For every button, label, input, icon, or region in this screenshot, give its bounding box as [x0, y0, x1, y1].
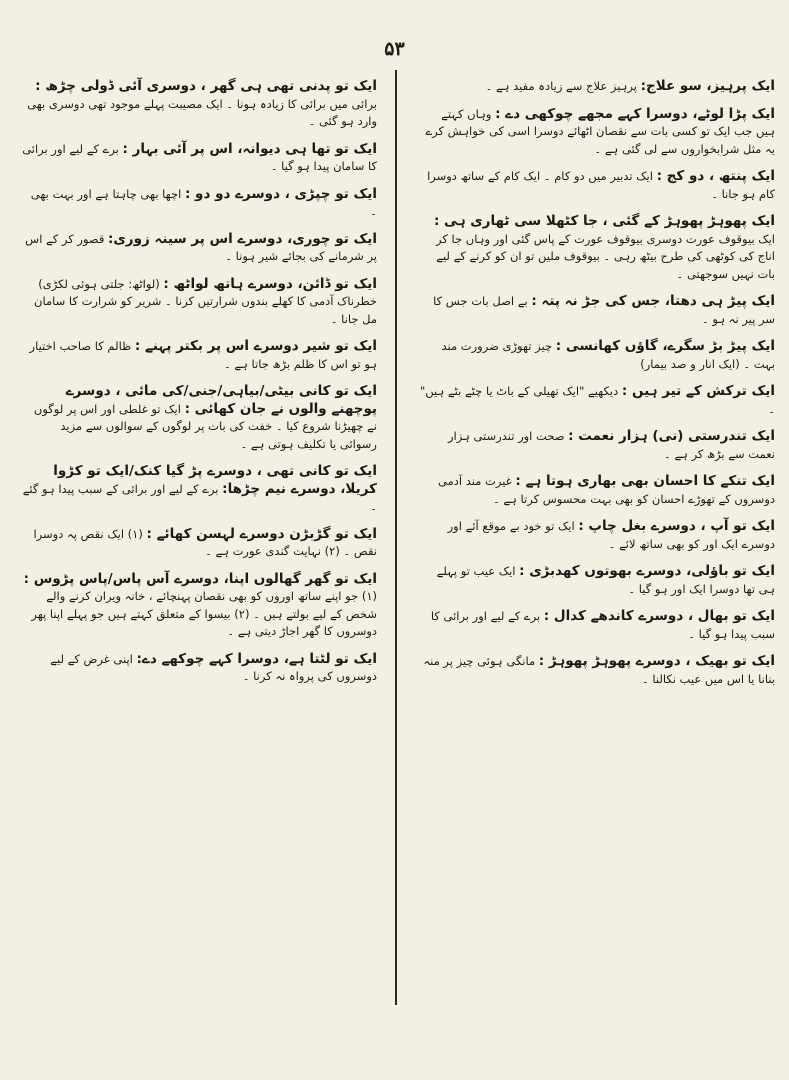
entry-definition: ظالم کا صاحب اختیار ہو تو اس کا ظلم بڑھ جاتا ہے ۔	[29, 339, 377, 371]
entry	[420, 338, 775, 373]
entry-term: ایک پرہیز، سو علاج:	[640, 78, 775, 94]
entry-definition: اپنی غرض کے لیے دوسروں کی پرواہ نہ کرنا ۔	[50, 651, 377, 683]
entry-term: ایک تو کانی بیٹی/بیاہی/جنی/کی مائی ، دوسرے پوچھنے والوں نے جان کھائی :	[65, 383, 377, 417]
entry-term: ایک پڑا لوٹے، دوسرا کہے مجھے چوکھی دے :	[495, 105, 775, 122]
entry	[22, 651, 377, 686]
entry	[420, 563, 775, 598]
entry-definition: وہاں کہتے ہیں جب ایک تو کسی بات سے نقصان اٹھائے دوسرا اسی کی خواہش کرے یہ مثل شرابخواروں سے لی گئی ہے ۔	[425, 106, 775, 156]
entry	[420, 213, 775, 283]
entry-definition: ایک تو خود بے موقع آئے اور دوسرے ایک اور کو بھی ساتھ لائے ۔	[447, 519, 775, 551]
entry-term: ایک تندرستی (نی) ہزار نعمت :	[568, 428, 775, 444]
entry	[420, 168, 775, 203]
entry	[420, 653, 775, 688]
entry	[22, 571, 377, 641]
entry-definition: (۱) ایک نقص پہ دوسرا نقص ۔ (۲) نہایت گندی عورت ہے ۔	[33, 526, 377, 558]
entry-term: ایک تنکے کا احسان بھی بھاری ہوتا ہے :	[515, 473, 775, 489]
entry-definition: مانگی ہوئی چیز پر منہ بنانا یا اس میں عیب نکالنا ۔	[423, 654, 775, 686]
entry-definition: غیرت مند آدمی دوسروں کے تھوڑے احسان کو بھی بہت محسوس کرتا ہے ۔	[438, 474, 775, 506]
entry-term: ایک تو بھال ، دوسرے کاندھے کدال :	[543, 608, 775, 624]
entry	[22, 231, 377, 266]
entry	[420, 473, 775, 508]
entry-definition: برے کے لیے اور برائی کا سامان پیدا ہو گیا ۔	[22, 141, 377, 173]
entry-definition: برائی میں برائی کا زیادہ ہونا ۔ ایک مصیبت پہلے موجود تھی دوسری بھی وارد ہو گئی ۔	[27, 96, 377, 128]
entry-term: ایک تو ڈائن، دوسرے ہاتھ لواٹھ :	[163, 275, 377, 292]
entry-term: ایک تو شیر دوسرے اس پر بکتر پہنے :	[134, 338, 377, 354]
entry-term: ایک تو لٹتا ہے، دوسرا کہے چوکھے دے:	[136, 650, 377, 667]
entry-term: ایک تو گھر گھالوں اپنا، دوسرے آس پاس/پاس پڑوس :	[23, 570, 377, 587]
entry-definition: قصور کر کے اس پر شرمانے کی بجائے شیر ہونا ۔	[25, 231, 377, 263]
entry	[420, 608, 775, 643]
entry	[420, 428, 775, 463]
entry-term: ایک پنتھ ، دو کج :	[656, 168, 775, 184]
entry	[22, 526, 377, 561]
entry-term: ایک تو چپڑی ، دوسرے دو دو :	[184, 185, 377, 202]
entry-term: ایک ترکش کے تیر ہیں :	[621, 383, 775, 399]
entry-term: ایک تو بھیک ، دوسرے پھوہڑ پھوہڑ :	[538, 653, 775, 669]
entry-definition: برے کے لیے اور برائی کا سبب پیدا ہو گیا ۔	[430, 609, 775, 641]
entry-definition: بے اصل بات جس کا سر پیر نہ ہو ۔	[433, 294, 775, 326]
entry-definition: ایک تدبیر میں دو کام ۔ ایک کام کے ساتھ دوسرا کام ہو جانا ۔	[427, 169, 775, 201]
right-column	[420, 78, 775, 688]
entry	[22, 338, 377, 373]
entry-definition: ایک بیوقوف عورت دوسری بیوقوف عورت کے پاس گئی اور وہاں جا کر اناج کی کوٹھی کی طرح بیٹھ رہی ۔ بیوقوف ملیں تو ان کو کرنے کے لیے بات نہیں سوجھتی ۔	[436, 231, 775, 281]
entry-term: ایک پھوہڑ پھوہڑ کے گئی ، جا کٹھلا سی ٹھاری ہی :	[433, 213, 775, 229]
entry-definition: ایک تو غلطی اور اس پر لوگوں نے چھیڑنا شروع کیا ۔ خفت کی بات پر لوگوں کے سوالوں سے مزید رسوائی یا تکلیف ہوتی ہے ۔	[33, 401, 377, 451]
entry	[420, 383, 775, 418]
entry-definition: دیکھیے "ایک تھیلی کے باٹ یا چٹے بٹے ہیں" ۔	[420, 384, 775, 416]
entry	[420, 106, 775, 159]
entry-term: ایک تو باؤلی، دوسرے بھوتوں کھدبڑی :	[519, 563, 775, 579]
entry	[22, 186, 377, 221]
entry-definition: صحت اور تندرستی ہزار نعمت سے بڑھ کر ہے ۔	[447, 429, 775, 461]
entry-term: ایک تو چوری، دوسرے اس پر سینہ زوری:	[108, 230, 377, 247]
entry-definition: پرہیز علاج سے زیادہ مفید ہے ۔	[485, 79, 637, 93]
entry-term: ایک پیڑ بڑ سگرے، گاؤں کھانسی :	[555, 338, 775, 354]
left-column	[22, 78, 377, 686]
entry-definition: (لواٹھ: جلتی ہوئی لکڑی) خطرناک آدمی کا کھلے بندوں شرارتیں کرنا ۔ شریر کو شرارت کا سامان مل جانا ۔	[34, 276, 377, 326]
entry	[22, 383, 377, 453]
entry-term: ایک تو گڑبڑن دوسرے لہسن کھائے :	[146, 525, 377, 542]
entry-term: ایک تو پدنی تھی ہی گھر ، دوسری آئی ڈولی چڑھ :	[35, 78, 377, 94]
entry-definition: (۱) جو اپنے ساتھ اوروں کو بھی نقصان پہنچائے ، خانہ ویران کرنے والے شخص کے لیے بولتے ہیں ۔ (۲) بیسوا کے متعلق کہتے ہیں جو پہلے اپنا پھر دوسروں کا گھر اجاڑ دیتی ہے ۔	[31, 589, 377, 638]
entry	[22, 78, 377, 131]
entry-term: ایک پیڑ ہی دھتا، جس کی جڑ نہ پتہ :	[531, 293, 775, 309]
entry-term: ایک تو تھا ہی دیوانہ، اس پر آئی بہار :	[122, 140, 377, 157]
entry-term: ایک تو کانی تھی ، دوسرے پڑ گیا کنک/ایک تو کڑوا کریلا، دوسرے نیم چڑھا:	[53, 463, 377, 497]
entry	[22, 276, 377, 329]
entry-term: ایک تو آپ ، دوسرے بغل چاپ :	[578, 518, 775, 534]
entry	[22, 141, 377, 176]
entry	[420, 78, 775, 96]
entry	[420, 293, 775, 328]
entry	[420, 518, 775, 553]
entry-definition: برے کے لیے اور برائی کے سبب پیدا ہو گئے ۔	[22, 481, 377, 513]
entry-definition: اچھا بھی چاہتا ہے اور بہت بھی ۔	[30, 186, 377, 218]
page-number: ۵۳	[384, 38, 405, 60]
entry-definition: چیز تھوڑی ضرورت مند بہت ۔ (ایک انار و صد بیمار)	[441, 339, 775, 371]
entry-definition: ایک عیب تو پہلے ہی تھا دوسرا ایک اور ہو گیا ۔	[436, 564, 775, 596]
column-divider	[395, 70, 397, 1005]
entry	[22, 463, 377, 516]
